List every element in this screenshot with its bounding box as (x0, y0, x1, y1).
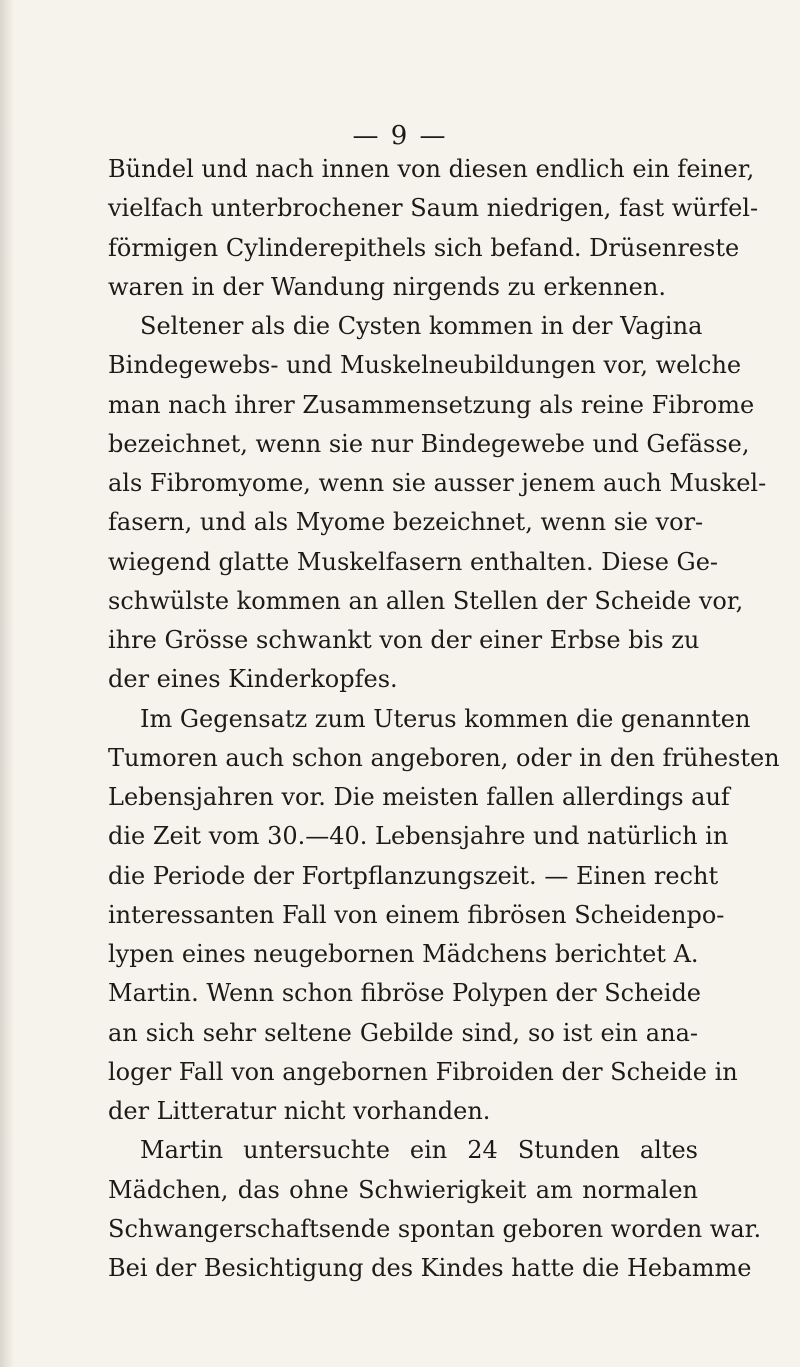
text-line: förmigen Cylinderepithels sich befand. Drüsenreste (108, 233, 740, 262)
text-line: Im Gegensatz zum Uterus kommen die genannten (140, 704, 751, 733)
text-line: Bindegewebs- und Muskelneubildungen vor, welche (108, 351, 742, 380)
text-line: der Litteratur nicht vorhanden. (108, 1097, 491, 1125)
text-line: wiegend glatte Muskelfasern enthalten. Diese Ge- (108, 547, 719, 576)
text-line: Schwangerschaftsende spontan geboren worden war. (108, 1214, 762, 1243)
text-line: an sich sehr seltene Gebilde sind, so ist ein ana- (108, 1018, 698, 1047)
text-line: vielfach unterbrochener Saum niedrigen, fast würfel- (108, 194, 759, 223)
body-text (108, 150, 780, 1288)
text-line: Bündel und nach innen von diesen endlich ein feiner, (108, 155, 755, 183)
text-line: waren in der Wandung nirgends zu erkennen. (108, 272, 666, 301)
text-line: als Fibromyome, wenn sie ausser jenem auch Muskel- (108, 469, 767, 497)
text-line: Martin. Wenn schon fibröse Polypen der Scheide (108, 979, 702, 1008)
text-line: schwülste kommen an allen Stellen der Scheide vor, (108, 586, 744, 615)
text-line: man nach ihrer Zusammensetzung als reine Fibrome (108, 390, 755, 419)
text-line: Bei der Besichtigung des Kindes hatte die Hebamme (108, 1254, 752, 1282)
page-edge-shadow (0, 0, 14, 1367)
text-line: die Periode der Fortpflanzungszeit. — Einen recht (108, 861, 719, 890)
text-line: fasern, und als Myome bezeichnet, wenn sie vor- (108, 508, 704, 537)
text-line: die Zeit vom 30.—40. Lebensjahre und natürlich in (108, 822, 729, 851)
page-number: — 9 — (352, 121, 448, 151)
text-line: Lebensjahren vor. Die meisten fallen allerdings auf (108, 783, 730, 811)
text-line: Mädchen, das ohne Schwierigkeit am normalen (108, 1175, 698, 1204)
text-line: Martin untersuchte ein 24 Stunden altes (140, 1136, 698, 1165)
text-line: der eines Kinderkopfes. (108, 665, 398, 694)
text-line: Seltener als die Cysten kommen in der Vagina (140, 312, 703, 340)
text-line: ihre Grösse schwankt von der einer Erbse bis zu (108, 626, 700, 654)
text-line: loger Fall von angebornen Fibroiden der Scheide in (108, 1057, 738, 1086)
text-line: lypen eines neugebornen Mädchens berichtet A. (108, 940, 699, 968)
text-line: bezeichnet, wenn sie nur Bindegewebe und Gefässe, (108, 429, 750, 458)
text-line: interessanten Fall von einem fibrösen Scheidenpo- (108, 900, 725, 929)
text-line: Tumoren auch schon angeboren, oder in den frühesten (108, 743, 780, 772)
